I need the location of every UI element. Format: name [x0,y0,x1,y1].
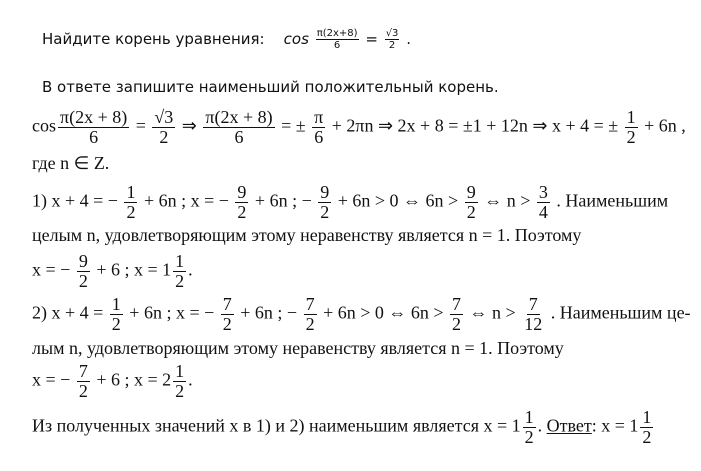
final-line [32,408,655,447]
case2-line-1 [32,295,691,334]
c1-f3n: 9 [320,182,330,202]
c2-f4n: 7 [452,294,462,314]
c1-frac-3 [318,183,331,222]
task-fraction-den: 6 [333,40,341,51]
task-instruction: В ответе запишите наименьший положительный корень. [42,78,499,96]
task-rhs-num: √3 [385,28,399,39]
c1-f7n: 1 [175,251,185,271]
sol-frac-1-den: 6 [89,126,99,147]
task-end: . [406,30,411,48]
sol-frac-sqrt [152,108,175,147]
sol-frac-half [625,108,638,147]
c1-f4d: 2 [466,201,476,222]
c2-e: ⇔ n > [469,302,516,323]
final-frac-2 [640,408,653,447]
c1-f5n: 3 [538,182,548,202]
c1-frac-2 [235,183,248,222]
sol-frac-half-num: 1 [626,107,636,127]
sol-eq: = [135,115,146,136]
sol-frac-2-den: 6 [234,126,244,147]
sol-frac-sqrt-den: 2 [159,126,169,147]
c2-f: . Наименьшим це- [550,302,691,323]
case1-line-3 [32,252,193,291]
c1-frac-1 [124,183,137,222]
c1-frac-7 [173,252,186,291]
c2-a: 2) x + 4 = [32,302,104,323]
c1-f1n: 1 [126,182,136,202]
final-c: : x = 1 [591,415,639,436]
c1-f: . Наименьшим [556,190,669,211]
c1-f6d: 2 [78,270,88,291]
c2-f2d: 2 [222,313,232,334]
c2-f2n: 7 [222,294,232,314]
c2-c: + 6n ; − [240,302,298,323]
c1-frac-5 [537,183,550,222]
c2-f3n: 7 [305,294,315,314]
task-fraction [316,28,359,51]
c2-frac-6 [77,362,90,401]
sol-cos: cos [32,115,56,136]
final-a: Из полученных значений x в 1) и 2) наименьшим является x = 1 [32,415,521,436]
c1-f2d: 2 [237,201,247,222]
sol-end: + 6n , [644,115,686,136]
c2-frac-3 [304,295,317,334]
solution-line-1 [32,108,686,147]
sol-frac-pi-num: π [314,107,324,127]
answer-label: Ответ [546,415,592,436]
sol-frac-sqrt-num: √3 [154,107,174,127]
c1-f5d: 4 [538,201,548,222]
sol-rest: + 2πn ⇒ 2x + 8 = ±1 + 12n ⇒ x + 4 = ± [331,115,619,136]
final-f2n: 1 [642,407,652,427]
c1-i: . [188,259,193,280]
sol-eq-pm: = ± [281,115,306,136]
final-frac-1 [523,408,536,447]
sol-frac-pi [312,108,325,147]
c2-f3d: 2 [305,313,315,334]
c1-f7d: 2 [175,270,185,291]
sol-frac-1-num: π(2x + 8) [60,107,128,127]
c1-c: + 6n ; − [254,190,312,211]
c2-b: + 6n ; x = − [129,302,215,323]
c2-f5n: 7 [528,294,538,314]
final-fd: 2 [524,426,534,447]
c2-frac-7 [173,362,186,401]
c1-frac-4 [465,183,478,222]
c2-i: . [188,369,193,390]
c1-d: + 6n > 0 ⇔ 6n > [337,190,459,211]
sol-frac-2 [203,108,274,147]
solution-line-2: где n ∈ Z. [32,153,110,173]
c2-f1n: 1 [111,294,121,314]
c2-f1d: 2 [111,313,121,334]
c2-f6n: 7 [78,361,88,381]
sol-frac-2-num: π(2x + 8) [205,107,273,127]
sol-frac-pi-den: 6 [314,126,324,147]
case2-line-3 [32,362,193,401]
c2-f5d: 12 [524,313,543,334]
c1-g: x = − [32,259,71,280]
task-cos: cos [283,30,309,48]
c1-f2n: 9 [237,182,247,202]
task-fraction-num: π(2x+8) [316,28,358,39]
c2-f7n: 1 [175,361,185,381]
c2-frac-1 [110,295,123,334]
case2-line-2: лым n, удовлетворяющим этому неравенству является n = 1. Поэтому [32,338,564,358]
c1-a: 1) x + 4 = − [32,190,118,211]
c1-f3d: 2 [320,201,330,222]
sol-frac-1 [58,108,129,147]
task-rhs-fraction [385,28,400,51]
c1-b: + 6n ; x = − [143,190,229,211]
c2-f4d: 2 [452,313,462,334]
c2-frac-5 [522,295,544,334]
c1-e: ⇔ n > [484,190,531,211]
case1-line-2: целым n, удовлетворяющим этому неравенству является n = 1. Поэтому [32,225,582,245]
task-line [42,28,411,51]
c2-d: + 6n > 0 ⇔ 6n > [323,302,444,323]
task-prompt: Найдите корень уравнения: [42,30,265,48]
c1-f1d: 2 [126,201,136,222]
c2-h: + 6 ; x = 2 [96,369,172,390]
case1-line-1 [32,183,668,222]
c2-f7d: 2 [175,380,185,401]
task-rhs-den: 2 [388,40,396,51]
final-f2d: 2 [642,426,652,447]
c1-frac-6 [77,252,90,291]
c1-f4n: 9 [466,182,476,202]
c2-f6d: 2 [78,380,88,401]
final-b: . [537,415,543,436]
c2-frac-2 [221,295,234,334]
c2-g: x = − [32,369,71,390]
sol-frac-half-den: 2 [626,126,636,147]
c1-h: + 6 ; x = 1 [96,259,172,280]
final-fn: 1 [524,407,534,427]
c2-frac-4 [450,295,463,334]
sol-arrow: ⇒ [181,115,197,136]
c1-f6n: 9 [78,251,88,271]
task-equals: = [365,30,378,48]
